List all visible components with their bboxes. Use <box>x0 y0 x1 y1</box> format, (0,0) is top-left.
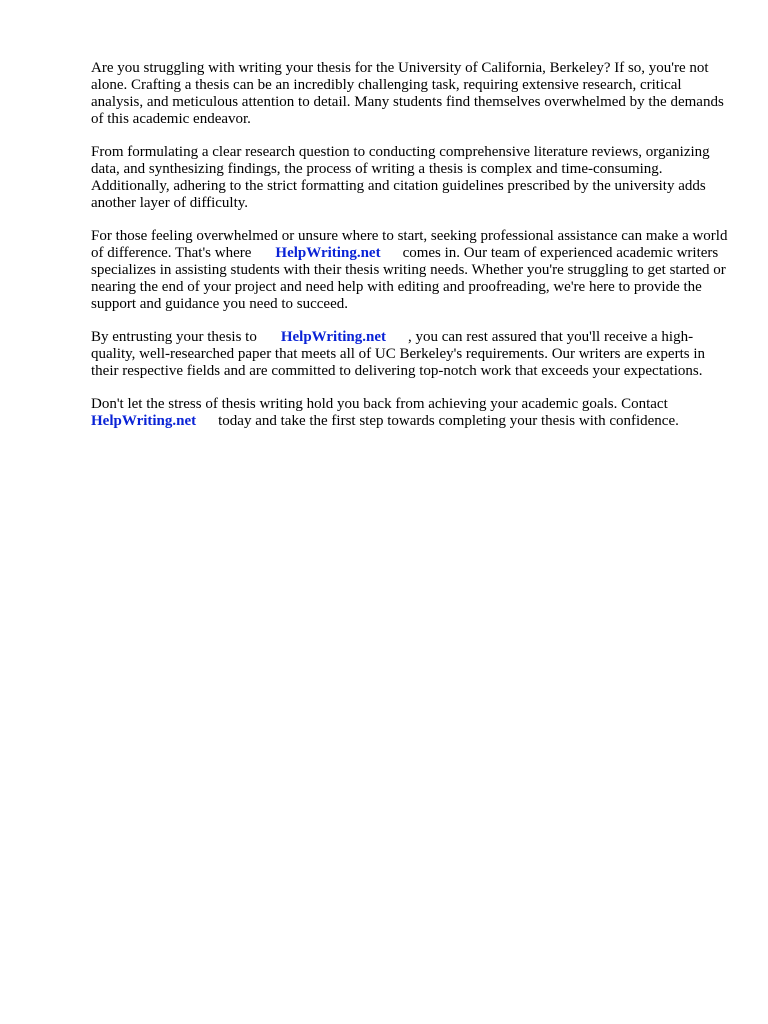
paragraph-text: For those feeling overwhelmed or unsure where to start, seeking professional assistance can make a world of difference. That's where <box>91 228 728 261</box>
helpwriting-link[interactable]: HelpWriting.net <box>275 245 381 261</box>
paragraph-entrusting <box>91 329 731 380</box>
paragraph-text: Don't let the stress of thesis writing hold you back from achieving your academic goals. Contact <box>91 396 668 412</box>
paragraph-process: From formulating a clear research question to conducting comprehensive literature reviews, organizing data, and synthesizing findings, the process of writing a thesis is complex and time-consuming. Additionally, adhering to the strict formatting and citation guidelines prescribed by the university adds another layer of difficulty. <box>91 144 710 211</box>
paragraph-text: comes in. Our team of experienced academic writers specializes in assisting students with their thesis writing needs. Whether you're struggling to get started or nearing the end of your project and need help with editing and proofreading, we're here to provide the support and guidance you need to succeed. <box>91 245 726 312</box>
helpwriting-link[interactable]: HelpWriting.net <box>91 413 197 429</box>
paragraph-assistance <box>91 228 731 313</box>
paragraph-contact <box>91 396 731 430</box>
paragraph-text: By entrusting your thesis to <box>91 329 257 345</box>
paragraph-text: today and take the first step towards completing your thesis with confidence. <box>218 413 679 429</box>
paragraph-intro: Are you struggling with writing your thesis for the University of California, Berkeley? If so, you're not alone. Crafting a thesis can be an incredibly challenging task, requiring extensive research, critical analysis, and meticulous attention to detail. Many students find themselves overwhelmed by the demands of this academic endeavor. <box>91 60 724 127</box>
document-body <box>91 60 731 446</box>
paragraph-text: , you can rest assured that you'll receive a high-quality, well-researched paper that meets all of UC Berkeley's requirements. Our writers are experts in their respective fields and are committed to delivering top-notch work that exceeds your expectations. <box>91 329 705 379</box>
helpwriting-link[interactable]: HelpWriting.net <box>280 329 386 345</box>
